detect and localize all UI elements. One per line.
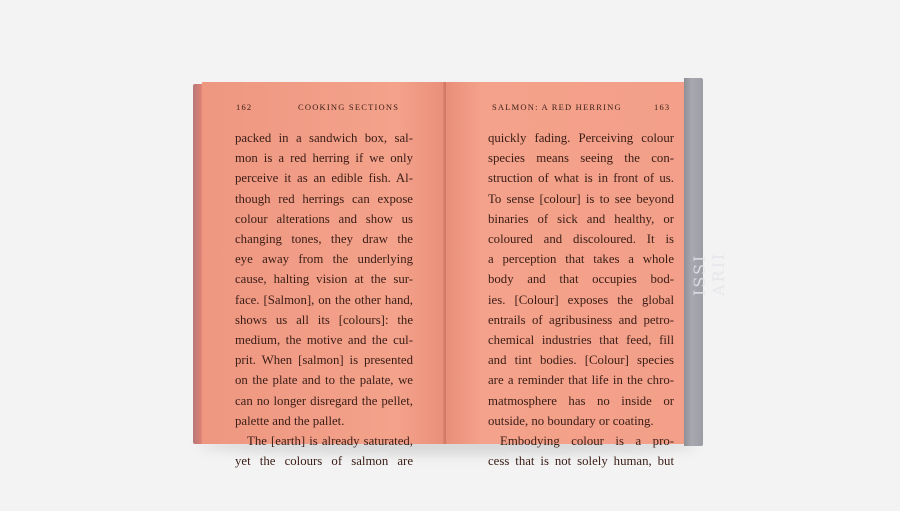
text-line: though red herrings can expose	[235, 191, 413, 206]
left-page	[202, 82, 446, 469]
text-line: matmosphere has no inside or	[488, 393, 674, 408]
text-line: coloured and discoloured. It is	[488, 232, 674, 247]
text-line: chemical industries that feed, fill	[488, 333, 674, 348]
open-book	[190, 78, 728, 469]
text-line: perceive it as an edible fish. Al-	[235, 171, 413, 186]
text-line: Embodying colour is a pro-	[500, 434, 674, 449]
text-line: prit. When [salmon] is presented	[235, 353, 413, 368]
left-running-head: COOKING SECTIONS	[298, 102, 400, 112]
right-page	[446, 82, 686, 469]
text-line: cess that is not solely human, but	[488, 454, 674, 469]
text-line: can no longer disregard the pellet,	[235, 393, 413, 408]
right-page-body	[488, 128, 674, 471]
text-line: and tint bodies. [Colour] species	[488, 353, 674, 368]
text-line: colour alterations and show us	[235, 211, 413, 226]
text-line: yet the colours of salmon are	[235, 454, 413, 469]
spine-title: ISSI ARII	[690, 251, 728, 296]
right-running-head: SALMON: A RED HERRING	[492, 102, 622, 112]
text-line: on the plate and to the palate, we	[235, 373, 413, 388]
text-line: changing tones, they draw the	[235, 232, 413, 247]
text-line: struction of what is in front of us.	[488, 171, 674, 186]
text-line: quickly fading. Perceiving colour	[488, 131, 674, 145]
text-line: outside, no boundary or coating.	[488, 413, 654, 428]
text-line: a perception that takes a whole	[488, 252, 674, 267]
text-line: eye away from the underlying	[235, 252, 413, 267]
text-line: mon is a red herring if we only	[235, 151, 413, 166]
left-page-body	[235, 128, 413, 471]
text-line: are a reminder that life in the chro-	[488, 373, 674, 388]
text-line: palette and the pallet.	[235, 413, 345, 428]
text-line: packed in a sandwich box, sal-	[235, 131, 413, 145]
text-line: cause, halting vision at the sur-	[235, 272, 413, 287]
left-page-number: 162	[236, 102, 253, 112]
text-line: binaries of sick and healthy, or	[488, 211, 674, 226]
text-line: face. [Salmon], on the other hand,	[235, 292, 413, 307]
text-line: species means seeing the con-	[488, 151, 674, 166]
right-page-number: 163	[654, 102, 671, 112]
text-line: ies. [Colour] exposes the global	[488, 292, 674, 307]
text-line: shows us all its [colours]: the	[235, 312, 413, 327]
text-line: To sense [colour] is to see beyond	[488, 191, 674, 206]
text-line: The [earth] is already saturated,	[247, 434, 413, 449]
text-line: entrails of agribusiness and petro-	[488, 312, 674, 327]
text-line: body and that occupies bod-	[488, 272, 674, 287]
text-line: medium, the motive and the cul-	[235, 333, 413, 348]
